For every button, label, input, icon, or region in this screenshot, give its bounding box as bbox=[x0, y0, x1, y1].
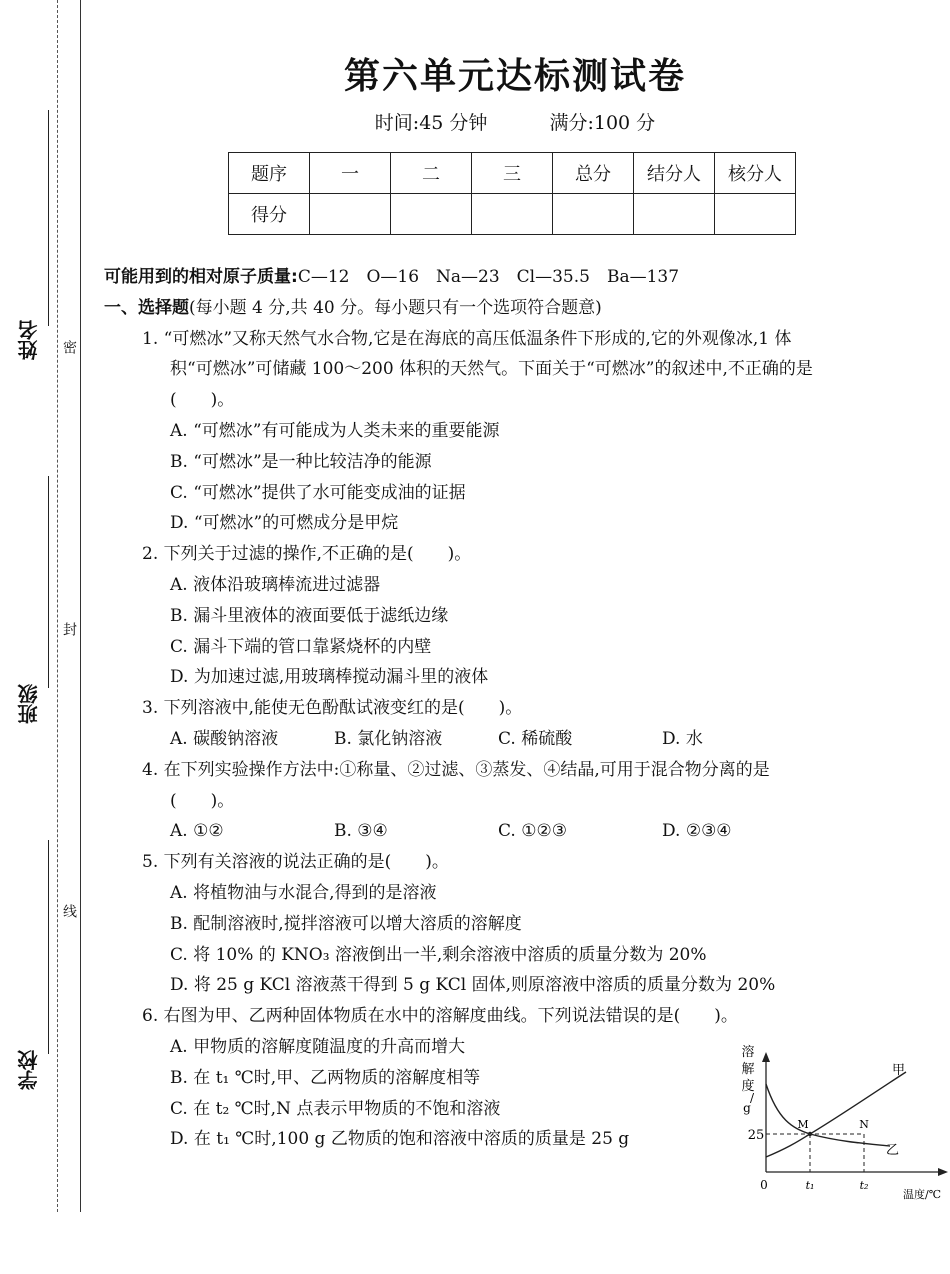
class-field bbox=[14, 476, 46, 746]
option-row bbox=[104, 816, 940, 847]
question-stem-line: 下列溶液中,能使无色酚酞试液变红的是( )。 bbox=[163, 698, 523, 719]
question-3 bbox=[104, 693, 940, 724]
exam-subtitle bbox=[0, 108, 950, 135]
option-c: C. ①②③ bbox=[498, 821, 567, 842]
origin-label: 0 bbox=[760, 1178, 768, 1192]
margin-border-line bbox=[80, 0, 81, 1212]
score-header-cell: 二 bbox=[391, 153, 472, 194]
question-stem-line: ( )。 bbox=[170, 790, 235, 811]
option-d: D. 将 25 g KCl 溶液蒸干得到 5 g KCl 固体,则原溶液中溶质的质量分数为 20% bbox=[170, 975, 776, 996]
score-header-cell: 结分人 bbox=[634, 153, 715, 194]
y-label-char: 溶 bbox=[741, 1045, 755, 1060]
question-1 bbox=[104, 324, 940, 355]
question-number: 2. bbox=[142, 544, 159, 565]
option-b: B. “可燃冰”是一种比较洁净的能源 bbox=[170, 451, 432, 472]
question-2 bbox=[104, 539, 940, 570]
point-m-label: M bbox=[797, 1118, 809, 1131]
score-header-cell: 题序 bbox=[229, 153, 310, 194]
option-c: C. 将 10% 的 KNO₃ 溶液倒出一半,剩余溶液中溶质的质量分数为 20% bbox=[170, 944, 707, 965]
exam-full-score: 满分:100 分 bbox=[549, 112, 656, 134]
option-d: D. ②③④ bbox=[662, 821, 732, 842]
class-label: 班级 bbox=[17, 684, 41, 724]
score-table-score-row bbox=[229, 194, 796, 235]
question-number: 1. bbox=[142, 328, 159, 349]
class-underline bbox=[48, 476, 49, 688]
option-b: B. 在 t₁ ℃时,甲、乙两物质的溶解度相等 bbox=[170, 1067, 481, 1088]
y-label-char: / bbox=[749, 1091, 755, 1105]
dashed-cut-line bbox=[57, 0, 58, 1212]
question-number: 4. bbox=[142, 759, 159, 780]
section-heading: 一、选择题 bbox=[104, 297, 189, 318]
option-a: A. 液体沿玻璃棒流进过滤器 bbox=[170, 574, 381, 595]
exam-time: 时间:45 分钟 bbox=[374, 112, 488, 134]
question-number: 5. bbox=[142, 852, 159, 873]
score-blank-cell[interactable] bbox=[553, 194, 634, 235]
section-heading-line bbox=[104, 293, 940, 324]
x-axis-arrow bbox=[938, 1168, 948, 1176]
question-stem-line: 积“可燃冰”可储藏 100～200 体积的天然气。下面关于“可燃冰”的叙述中,不正确的是 bbox=[170, 359, 813, 380]
seal-char-xian: 线 bbox=[61, 904, 77, 918]
question-5 bbox=[104, 847, 940, 878]
question-stem-line: 在下列实验操作方法中:①称量、②过滤、③蒸发、④结晶,可用于混合物分离的是 bbox=[163, 759, 770, 780]
option-a: A. 将植物油与水混合,得到的是溶液 bbox=[170, 882, 437, 903]
option-d: D. 为加速过滤,用玻璃棒搅动漏斗里的液体 bbox=[170, 667, 489, 688]
x-axis-label: 温度/℃ bbox=[902, 1188, 942, 1200]
seal-char-feng: 封 bbox=[61, 622, 77, 636]
question-stem-line: “可燃冰”又称天然气水合物,它是在海底的高压低温条件下形成的,它的外观像冰,1 体 bbox=[163, 328, 792, 349]
option-a: A. ①② bbox=[170, 821, 224, 842]
option-c: C. 在 t₂ ℃时,N 点表示甲物质的不饱和溶液 bbox=[170, 1098, 501, 1119]
atomic-mass-label: 可能用到的相对原子质量: bbox=[104, 267, 298, 287]
point-n-label: N bbox=[859, 1118, 869, 1131]
option-b: B. 漏斗里液体的液面要低于滤纸边缘 bbox=[170, 605, 449, 626]
question-stem-line: 右图为甲、乙两种固体物质在水中的溶解度曲线。下列说法错误的是( )。 bbox=[163, 1006, 738, 1027]
score-blank-cell[interactable] bbox=[391, 194, 472, 235]
option-b: B. 配制溶液时,搅拌溶液可以增大溶质的溶解度 bbox=[170, 913, 522, 934]
score-blank-cell[interactable] bbox=[715, 194, 796, 235]
curve-jia-label: 甲 bbox=[892, 1063, 906, 1078]
score-blank-cell[interactable] bbox=[472, 194, 553, 235]
curve-yi-label: 乙 bbox=[886, 1143, 900, 1158]
y-label-char: 度 bbox=[741, 1079, 755, 1094]
seal-char-mi: 密 bbox=[61, 340, 77, 354]
question-stem-line: ( )。 bbox=[170, 390, 235, 411]
name-underline bbox=[48, 110, 49, 326]
score-header-cell: 核分人 bbox=[715, 153, 796, 194]
binding-margin bbox=[0, 0, 100, 1274]
curve-yi bbox=[766, 1084, 890, 1146]
y-axis-arrow bbox=[762, 1052, 770, 1062]
score-blank-cell[interactable] bbox=[310, 194, 391, 235]
atomic-mass-values: C—12 O—16 Na—23 Cl—35.5 Ba—137 bbox=[297, 267, 680, 287]
option-c: C. “可燃冰”提供了水可能变成油的证据 bbox=[170, 482, 466, 503]
atomic-mass-line bbox=[104, 262, 940, 293]
option-a: A. “可燃冰”有可能成为人类未来的重要能源 bbox=[170, 420, 500, 441]
option-d: D. 水 bbox=[662, 728, 703, 749]
school-underline bbox=[48, 840, 49, 1054]
option-b: B. 氯化钠溶液 bbox=[334, 728, 443, 749]
x-tick-t1: t₁ bbox=[805, 1179, 815, 1192]
exam-title: 第六单元达标测试卷 bbox=[343, 56, 686, 97]
option-b: B. ③④ bbox=[334, 821, 388, 842]
section-note: (每小题 4 分,共 40 分。每小题只有一个选项符合题意) bbox=[189, 297, 602, 318]
option-row bbox=[104, 724, 940, 755]
name-field bbox=[14, 110, 46, 380]
question-number: 3. bbox=[142, 698, 159, 719]
question-stem-line: 下列关于过滤的操作,不正确的是( )。 bbox=[163, 544, 472, 565]
score-blank-cell[interactable] bbox=[634, 194, 715, 235]
point-m bbox=[808, 1132, 812, 1136]
y-label-char: 解 bbox=[741, 1062, 755, 1077]
question-4 bbox=[104, 755, 940, 786]
question-6 bbox=[104, 1001, 940, 1032]
option-d: D. “可燃冰”的可燃成分是甲烷 bbox=[170, 513, 399, 534]
x-tick-t2: t₂ bbox=[859, 1179, 869, 1192]
y-label-char: g bbox=[743, 1101, 751, 1115]
score-table bbox=[228, 152, 796, 235]
option-c: C. 漏斗下端的管口靠紧烧杯的内壁 bbox=[170, 636, 432, 657]
option-d: D. 在 t₁ ℃时,100 g 乙物质的饱和溶液中溶质的质量是 25 g bbox=[170, 1129, 630, 1150]
solubility-curve-figure bbox=[730, 1032, 950, 1200]
question-stem-line: 下列有关溶液的说法正确的是( )。 bbox=[163, 852, 449, 873]
option-a: A. 碳酸钠溶液 bbox=[170, 728, 279, 749]
question-number: 6. bbox=[142, 1006, 159, 1027]
score-header-cell: 一 bbox=[310, 153, 391, 194]
school-label: 学校 bbox=[17, 1050, 41, 1090]
score-header-cell: 三 bbox=[472, 153, 553, 194]
curve-jia bbox=[766, 1072, 906, 1157]
option-c: C. 稀硫酸 bbox=[498, 728, 573, 749]
name-label: 姓名 bbox=[17, 320, 41, 360]
exam-content bbox=[104, 262, 940, 1155]
school-field bbox=[14, 840, 46, 1110]
y-tick-25: 25 bbox=[747, 1128, 765, 1143]
score-row-label: 得分 bbox=[229, 194, 310, 235]
score-header-cell: 总分 bbox=[553, 153, 634, 194]
score-table-header-row bbox=[229, 153, 796, 194]
option-a: A. 甲物质的溶解度随温度的升高而增大 bbox=[170, 1036, 466, 1057]
